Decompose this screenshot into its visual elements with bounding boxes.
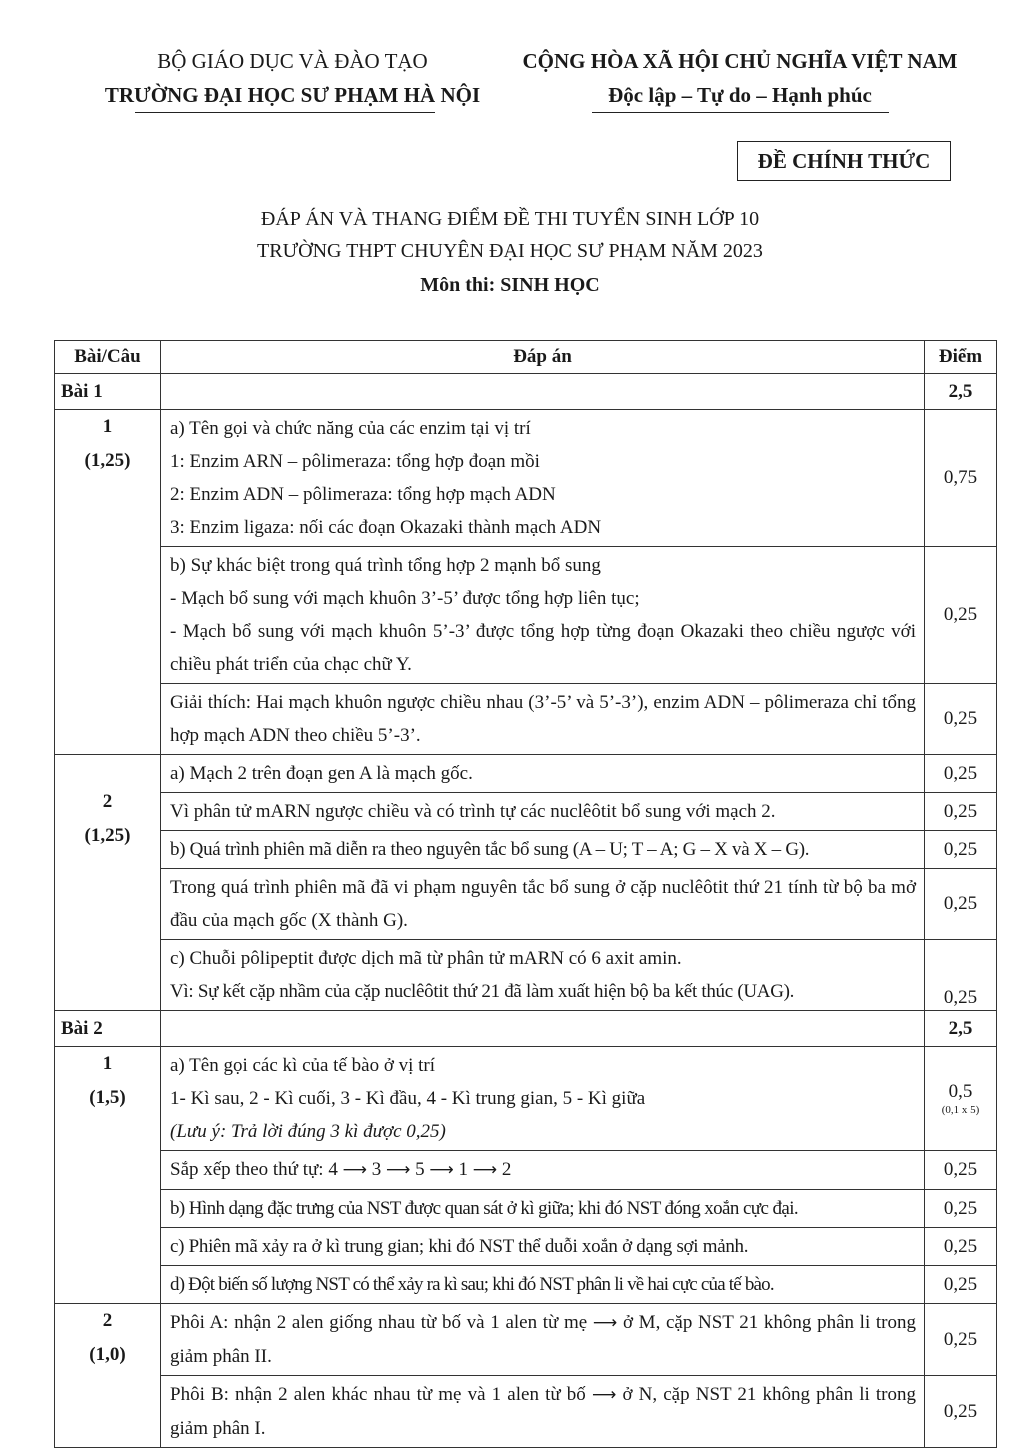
official-label: ĐỀ CHÍNH THỨC (737, 141, 951, 181)
section-row (55, 374, 997, 410)
arrow-icon: ⟶ (429, 1160, 454, 1180)
col-header-answer: Đáp án (161, 341, 925, 374)
question-cell: 1 (1,25) (55, 410, 161, 755)
answer-cell: a) Tên gọi và chức năng của các enzim tại vị trí 1: Enzim ARN – pôlimeraza: tổng hợp đoạn mồi 2: Enzim ADN – pôlimeraza: tổng hợp mạch ADN 3: Enzim ligaza: nối các đoạn Okazaki thành mạch ADN (161, 410, 925, 547)
table-row (55, 940, 997, 1011)
score-cell: 0,25 (925, 869, 997, 940)
question-cell: 2 (1,25) (55, 755, 161, 1011)
answer-cell: b) Quá trình phiên mã diễn ra theo nguyên tắc bổ sung (A – U; T – A; G – X và X – G). (161, 831, 925, 869)
question-cell: 2 (1,0) (55, 1304, 161, 1448)
score-note: (0,1 x 5) (941, 1103, 980, 1116)
order-item: 3 (371, 1159, 382, 1180)
answer-cell: Phôi B: nhận 2 alen khác nhau từ mẹ và 1 alen từ bố ⟶ ở N, cặp NST 21 không phân li trong giảm phân I. (161, 1376, 925, 1448)
score-cell: 0,25 (925, 684, 997, 755)
answer-cell: Sắp xếp theo thứ tự: 4 ⟶ 3 ⟶ 5 ⟶ 1 ⟶ 2 (161, 1151, 925, 1190)
table-row (55, 1376, 997, 1448)
score-cell: 0,25 (925, 1304, 997, 1376)
order-item: 5 (415, 1159, 425, 1180)
table-row (55, 410, 997, 547)
table-row (55, 1190, 997, 1228)
order-item: 4 (328, 1159, 338, 1180)
section-total: 2,5 (925, 374, 997, 410)
table-row (55, 831, 997, 869)
score-cell: 0,25 (925, 1190, 997, 1228)
score-cell: 0,25 (925, 1228, 997, 1266)
answer-cell: a) Mạch 2 trên đoạn gen A là mạch gốc. (161, 755, 925, 793)
table-row (55, 1151, 997, 1190)
order-item: 1 (458, 1159, 468, 1180)
score-cell: 0,25 (925, 547, 997, 684)
table-row (55, 684, 997, 755)
arrow-icon: ⟶ (342, 1160, 367, 1180)
answer-table (54, 340, 997, 1448)
table-row (55, 793, 997, 831)
col-header-question: Bài/Câu (55, 341, 161, 374)
arrow-icon: ⟶ (385, 1160, 411, 1180)
subject-title: Môn thi: SINH HỌC (420, 274, 600, 296)
col-header-score: Điểm (925, 341, 997, 374)
school-name: TRƯỜNG ĐẠI HỌC SƯ PHẠM HÀ NỘI (104, 83, 481, 107)
motto: Độc lập – Tự do – Hạnh phúc (608, 83, 872, 107)
header-left (95, 44, 490, 112)
answer-cell: b) Sự khác biệt trong quá trình tổng hợp 2 mạnh bổ sung - Mạch bổ sung với mạch khuôn 3’-5’ được tổng hợp liên tục; - Mạch bổ sung với mạch khuôn 5’-3’ được tổng hợp từng đoạn Okazaki theo chiều ngược với chiều phát triển của chạc chữ Y. (161, 547, 925, 684)
note: (Lưu ý: Trả lời đúng 3 kì được 0,25) (170, 1121, 446, 1142)
answer-cell: a) Tên gọi các kì của tế bào ở vị trí 1- Kì sau, 2 - Kì cuối, 3 - Kì đầu, 4 - Kì trung gian, 5 - Kì giữa (Lưu ý: Trả lời đúng 3 kì được 0,25) (161, 1047, 925, 1151)
answer-cell: Phôi A: nhận 2 alen giống nhau từ bố và 1 alen từ mẹ ⟶ ở M, cặp NST 21 không phân li trong giảm phân II. (161, 1304, 925, 1376)
score-cell: 0,25 (925, 940, 997, 1011)
score-cell: 0,25 (925, 1376, 997, 1448)
divider (135, 112, 435, 113)
section-row (55, 1011, 997, 1047)
section-total: 2,5 (925, 1011, 997, 1047)
order-item: 2 (501, 1159, 512, 1180)
score-cell: 0,5 (0,1 x 5) (925, 1047, 997, 1151)
table-row (55, 1266, 997, 1304)
answer-cell: b) Hình dạng đặc trưng của NST được quan sát ở kì giữa; khi đó NST đóng xoắn cực đại. (161, 1190, 925, 1228)
answer-cell: Giải thích: Hai mạch khuôn ngược chiều nhau (3’-5’ và 5’-3’), enzim ADN – pôlimeraza chỉ tổng hợp mạch ADN theo chiều 5’-3’. (161, 684, 925, 755)
table-row (55, 1228, 997, 1266)
score-cell: 0,25 (925, 831, 997, 869)
table-header-row (55, 341, 997, 374)
question-cell: 1 (1,5) (55, 1047, 161, 1304)
arrow-icon: ⟶ (592, 1313, 618, 1333)
table-row (55, 1304, 997, 1376)
divider (592, 112, 889, 113)
doc-title-line1: ĐÁP ÁN VÀ THANG ĐIỂM ĐỀ THI TUYỂN SINH LỚP 10 (260, 208, 760, 230)
arrow-icon: ⟶ (591, 1385, 617, 1405)
table-row (55, 869, 997, 940)
answer-cell: Vì phân tử mARN ngược chiều và có trình tự các nuclêôtit bổ sung với mạch 2. (161, 793, 925, 831)
score-cell: 0,25 (925, 1151, 997, 1190)
table-row (55, 1047, 997, 1151)
score-cell: 0,75 (925, 410, 997, 547)
table-row (55, 755, 997, 793)
ministry-name: BỘ GIÁO DỤC VÀ ĐÀO TẠO (157, 49, 428, 73)
score-cell: 0,25 (925, 1266, 997, 1304)
arrow-icon: ⟶ (472, 1160, 498, 1180)
doc-title-line2: TRƯỜNG THPT CHUYÊN ĐẠI HỌC SƯ PHẠM NĂM 2023 (257, 240, 763, 262)
score-cell: 0,25 (925, 793, 997, 831)
table-row (55, 547, 997, 684)
answer-cell: Trong quá trình phiên mã đã vi phạm nguyên tắc bổ sung ở cặp nuclêôtit thứ 21 tính từ bộ ba mở đầu của mạch gốc (X thành G). (161, 869, 925, 940)
answer-cell: d) Đột biến số lượng NST có thể xảy ra kì sau; khi đó NST phân li về hai cực của tế bào. (161, 1266, 925, 1304)
section-label: Bài 2 (55, 1011, 161, 1047)
score-cell: 0,25 (925, 755, 997, 793)
section-label: Bài 1 (55, 374, 161, 410)
republic-name: CỘNG HÒA XÃ HỘI CHỦ NGHĨA VIỆT NAM (522, 49, 958, 73)
answer-cell: c) Phiên mã xảy ra ở kì trung gian; khi đó NST thể duỗi xoắn ở dạng sợi mảnh. (161, 1228, 925, 1266)
answer-cell: c) Chuỗi pôlipeptit được dịch mã từ phân tử mARN có 6 axit amin. Vì: Sự kết cặp nhầm của cặp nuclêôtit thứ 21 đã làm xuất hiện bộ ba kết thúc (UAG). (161, 940, 925, 1011)
header-right (505, 44, 975, 112)
